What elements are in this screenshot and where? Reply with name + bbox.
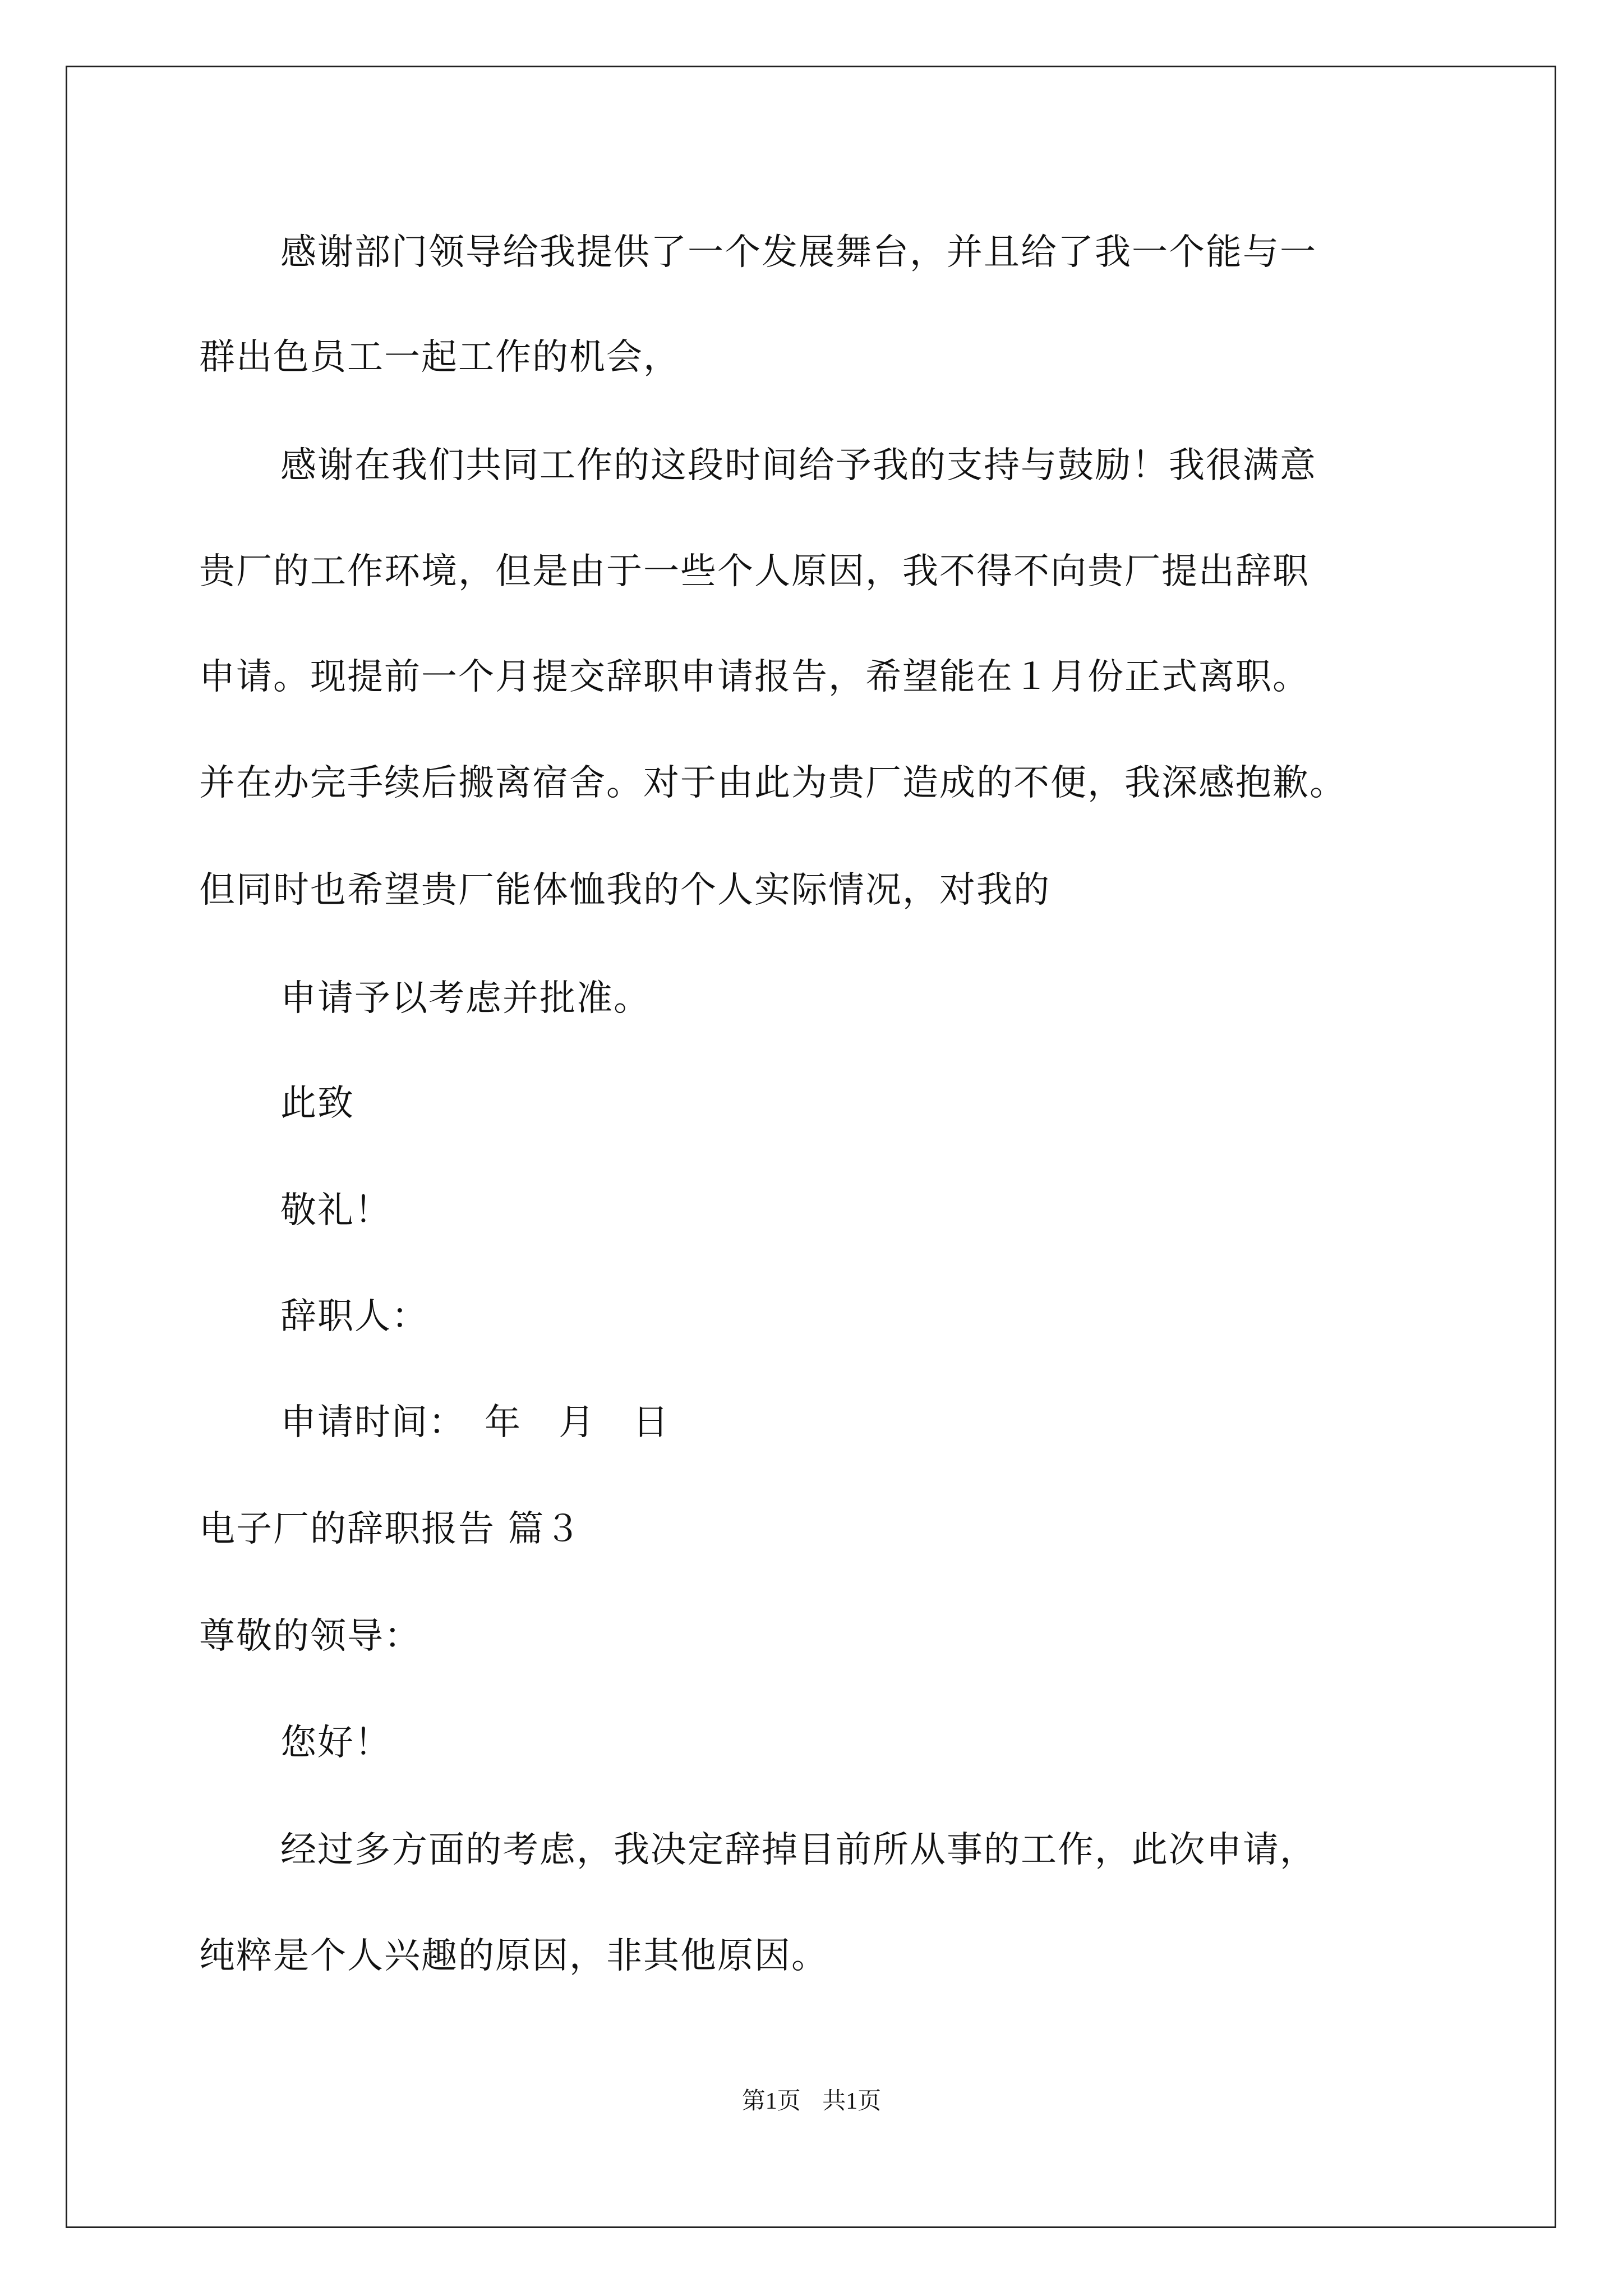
- paragraph-line: 纯粹是个人兴趣的原因，非其他原因。: [199, 1935, 828, 1977]
- closing-line: 此致: [280, 1083, 354, 1124]
- signer-line: 辞职人：: [280, 1296, 428, 1337]
- page-number-current: 第1页: [741, 2088, 801, 2114]
- paragraph-line: 群出色员工一起工作的机会，: [199, 337, 680, 378]
- paragraph-line: 经过多方面的考虑，我决定辞掉目前所从事的工作，此次申请，: [280, 1829, 1317, 1871]
- paragraph-line: 感谢部门领导给我提供了一个发展舞台，并且给了我一个能与一: [280, 232, 1317, 273]
- page-footer: [0, 2087, 1623, 2116]
- paragraph-line: 贵厂的工作环境，但是由于一些个人原因，我不得不向贵厂提出辞职: [199, 551, 1310, 592]
- section-title: 电子厂的辞职报告 篇３: [199, 1508, 582, 1550]
- date-line: 申请时间： 年 月 日: [280, 1402, 670, 1443]
- page-border: [66, 66, 1556, 2228]
- paragraph-line: 并在办完手续后搬离宿舍。对于由此为贵厂造成的不便，我深感抱歉。: [199, 762, 1347, 804]
- closing-line: 敬礼！: [280, 1190, 391, 1231]
- paragraph-line: 感谢在我们共同工作的这段时间给予我的支持与鼓励！我很满意: [280, 445, 1317, 486]
- paragraph-line: 申请予以考虑并批准。: [280, 978, 651, 1019]
- paragraph-line: 但同时也希望贵厂能体恤我的个人实际情况，对我的: [199, 869, 1050, 911]
- paragraph-line: 申请。现提前一个月提交辞职申请报告，希望能在１月份正式离职。: [199, 656, 1310, 698]
- greeting: 您好！: [280, 1722, 391, 1764]
- salutation: 尊敬的领导：: [199, 1616, 421, 1657]
- page-number-total: 共1页: [822, 2088, 882, 2114]
